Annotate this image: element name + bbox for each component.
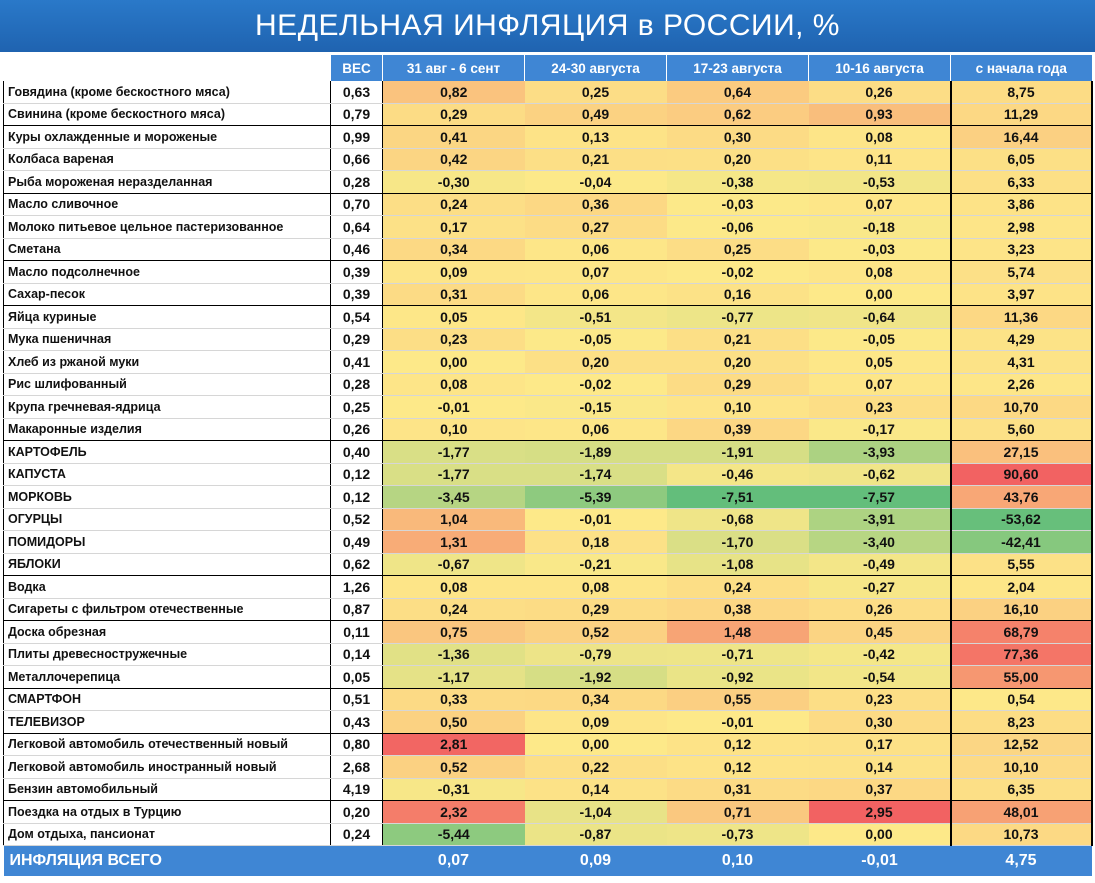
table-row [4,711,1092,734]
weekly-value: 0,08 [809,126,951,149]
ytd-value: 27,15 [951,441,1092,464]
item-name: ПОМИДОРЫ [4,531,331,554]
item-weight: 0,87 [331,598,383,621]
weekly-value: 0,41 [383,126,525,149]
header-week-1: 31 авг - 6 сент [383,55,525,81]
table-row [4,328,1092,351]
weekly-value: 0,12 [667,756,809,779]
weekly-value: -0,54 [809,666,951,689]
weekly-value: 0,75 [383,621,525,644]
weekly-value: 0,29 [667,373,809,396]
weekly-value: 0,14 [525,778,667,801]
ytd-value: 0,54 [951,688,1092,711]
weekly-value: 0,10 [383,418,525,441]
item-name: Бензин автомобильный [4,778,331,801]
item-weight: 0,63 [331,81,383,103]
weekly-value: -0,27 [809,576,951,599]
weekly-value: -0,15 [525,396,667,419]
weekly-value: -3,40 [809,531,951,554]
item-name: Плиты древесностружечные [4,643,331,666]
weekly-value: 0,26 [809,81,951,103]
ytd-value: 4,29 [951,328,1092,351]
ytd-value: 3,23 [951,238,1092,261]
weekly-value: 0,36 [525,193,667,216]
item-weight: 0,12 [331,486,383,509]
weekly-value: 0,52 [383,756,525,779]
weekly-value: 2,81 [383,733,525,756]
item-name: Поездка на отдых в Турцию [4,801,331,824]
weekly-value: -1,91 [667,441,809,464]
item-name: Молоко питьевое цельное пастеризованное [4,216,331,239]
weekly-value: -5,44 [383,823,525,846]
table-row [4,733,1092,756]
ytd-value: 10,10 [951,756,1092,779]
item-weight: 0,62 [331,553,383,576]
item-weight: 0,25 [331,396,383,419]
ytd-value: 6,33 [951,171,1092,194]
weekly-value: -0,73 [667,823,809,846]
item-weight: 4,19 [331,778,383,801]
total-row [4,846,1092,877]
header-week-3: 17-23 августа [667,55,809,81]
table-row [4,418,1092,441]
weekly-value: 0,50 [383,711,525,734]
item-weight: 0,49 [331,531,383,554]
weekly-value: -0,04 [525,171,667,194]
weekly-value: 0,23 [809,688,951,711]
ytd-value: 55,00 [951,666,1092,689]
weekly-value: -3,91 [809,508,951,531]
item-name: ТЕЛЕВИЗОР [4,711,331,734]
weekly-value: 0,29 [383,103,525,126]
weekly-value: 0,11 [809,148,951,171]
weekly-value: -0,30 [383,171,525,194]
weekly-value: 0,64 [667,81,809,103]
item-weight: 0,20 [331,801,383,824]
page-title: НЕДЕЛЬНАЯ ИНФЛЯЦИЯ в РОССИИ, % [0,0,1095,52]
table-row [4,688,1092,711]
total-value: 0,07 [383,846,525,877]
weekly-value: 1,31 [383,531,525,554]
weekly-value: 0,37 [809,778,951,801]
table-row [4,508,1092,531]
weekly-value: 0,09 [383,261,525,284]
item-name: Сигареты с фильтром отечественные [4,598,331,621]
weekly-value: -1,77 [383,463,525,486]
table-row [4,643,1092,666]
item-name: Рис шлифованный [4,373,331,396]
weekly-value: -1,70 [667,531,809,554]
weekly-value: 0,05 [809,351,951,374]
table-row [4,463,1092,486]
weekly-value: -5,39 [525,486,667,509]
weekly-value: 0,00 [383,351,525,374]
item-weight: 1,26 [331,576,383,599]
total-weight-blank [331,846,383,877]
item-name: Доска обрезная [4,621,331,644]
table-row [4,801,1092,824]
item-weight: 0,43 [331,711,383,734]
weekly-value: 0,21 [525,148,667,171]
ytd-value: 2,04 [951,576,1092,599]
weekly-value: -0,01 [667,711,809,734]
item-name: Яйца куриные [4,306,331,329]
weekly-value: 0,09 [525,711,667,734]
total-label: ИНФЛЯЦИЯ ВСЕГО [4,846,331,877]
item-weight: 0,28 [331,171,383,194]
weekly-value: 0,14 [809,756,951,779]
weekly-value: 0,62 [667,103,809,126]
weekly-value: -0,38 [667,171,809,194]
weekly-value: -0,67 [383,553,525,576]
item-name: Крупа гречневая-ядрица [4,396,331,419]
weekly-value: 0,18 [525,531,667,554]
ytd-value: 10,73 [951,823,1092,846]
table-row [4,531,1092,554]
weekly-value: -1,89 [525,441,667,464]
weekly-value: 0,42 [383,148,525,171]
table-row [4,553,1092,576]
weekly-value: 0,27 [525,216,667,239]
weekly-value: 0,20 [667,148,809,171]
weekly-value: -0,51 [525,306,667,329]
weekly-value: 0,12 [667,733,809,756]
item-name: Водка [4,576,331,599]
total-value: -0,01 [809,846,951,877]
weekly-value: 0,24 [383,598,525,621]
weekly-value: 0,29 [525,598,667,621]
item-weight: 0,24 [331,823,383,846]
weekly-value: -0,79 [525,643,667,666]
weekly-value: -0,46 [667,463,809,486]
ytd-value: 4,31 [951,351,1092,374]
weekly-value: -0,87 [525,823,667,846]
ytd-value: -42,41 [951,531,1092,554]
ytd-value: 5,55 [951,553,1092,576]
table-row [4,666,1092,689]
item-weight: 0,12 [331,463,383,486]
item-name: Мука пшеничная [4,328,331,351]
item-name: Макаронные изделия [4,418,331,441]
table-row [4,283,1092,306]
weekly-value: 0,17 [809,733,951,756]
ytd-value: 2,26 [951,373,1092,396]
inflation-table [3,55,1093,876]
table-row [4,148,1092,171]
ytd-value: 3,86 [951,193,1092,216]
weekly-value: 0,13 [525,126,667,149]
weekly-value: -0,03 [667,193,809,216]
weekly-value: -3,45 [383,486,525,509]
weekly-value: 0,30 [667,126,809,149]
weekly-value: 0,34 [525,688,667,711]
weekly-value: 0,24 [667,576,809,599]
weekly-value: 0,38 [667,598,809,621]
weekly-value: -1,36 [383,643,525,666]
item-weight: 0,29 [331,328,383,351]
item-weight: 0,46 [331,238,383,261]
weekly-value: -0,17 [809,418,951,441]
weekly-value: 0,82 [383,81,525,103]
table-row [4,216,1092,239]
ytd-value: 5,74 [951,261,1092,284]
weekly-value: 0,08 [383,373,525,396]
weekly-value: 0,24 [383,193,525,216]
weekly-value: -1,08 [667,553,809,576]
table-row [4,238,1092,261]
ytd-value: 8,75 [951,81,1092,103]
weekly-value: 0,25 [525,81,667,103]
table-row [4,193,1092,216]
weekly-value: -1,17 [383,666,525,689]
ytd-value: 68,79 [951,621,1092,644]
item-name: Металлочерепица [4,666,331,689]
item-weight: 0,39 [331,261,383,284]
weekly-value: 0,55 [667,688,809,711]
weekly-value: 0,07 [809,193,951,216]
item-weight: 0,80 [331,733,383,756]
table-row [4,306,1092,329]
item-name: СМАРТФОН [4,688,331,711]
item-name: Дом отдыха, пансионат [4,823,331,846]
ytd-value: -53,62 [951,508,1092,531]
item-name: Масло подсолнечное [4,261,331,284]
item-name: ЯБЛОКИ [4,553,331,576]
table-row [4,486,1092,509]
weekly-value: 2,95 [809,801,951,824]
item-weight: 0,70 [331,193,383,216]
weekly-value: 0,34 [383,238,525,261]
weekly-value: 0,07 [525,261,667,284]
item-weight: 0,41 [331,351,383,374]
item-weight: 0,11 [331,621,383,644]
item-name: Сметана [4,238,331,261]
ytd-value: 8,23 [951,711,1092,734]
weekly-value: -0,77 [667,306,809,329]
item-name: Куры охлажденные и мороженые [4,126,331,149]
item-name: КАРТОФЕЛЬ [4,441,331,464]
ytd-value: 5,60 [951,418,1092,441]
weekly-value: -0,02 [525,373,667,396]
ytd-value: 12,52 [951,733,1092,756]
weekly-value: 0,23 [383,328,525,351]
weekly-value: -0,02 [667,261,809,284]
weekly-value: -1,92 [525,666,667,689]
weekly-value: 0,23 [809,396,951,419]
weekly-value: -0,64 [809,306,951,329]
weekly-value: 0,22 [525,756,667,779]
item-name: Легковой автомобиль иностранный новый [4,756,331,779]
weekly-value: -1,74 [525,463,667,486]
weekly-value: -0,42 [809,643,951,666]
weekly-value: 0,06 [525,418,667,441]
item-weight: 0,40 [331,441,383,464]
ytd-value: 10,70 [951,396,1092,419]
item-name: Рыба мороженая неразделанная [4,171,331,194]
ytd-value: 6,35 [951,778,1092,801]
weekly-value: 0,00 [525,733,667,756]
weekly-value: 2,32 [383,801,525,824]
item-weight: 0,54 [331,306,383,329]
weekly-value: 0,10 [667,396,809,419]
weekly-value: 0,21 [667,328,809,351]
weekly-value: 0,00 [809,823,951,846]
item-name: Хлеб из ржаной муки [4,351,331,374]
table-row [4,621,1092,644]
table-row [4,261,1092,284]
table-row [4,171,1092,194]
table-row [4,823,1092,846]
weekly-value: -0,62 [809,463,951,486]
item-name: КАПУСТА [4,463,331,486]
item-name: Сахар-песок [4,283,331,306]
total-value: 0,10 [667,846,809,877]
item-weight: 0,64 [331,216,383,239]
weekly-value: 0,07 [809,373,951,396]
ytd-value: 11,36 [951,306,1092,329]
ytd-value: 3,97 [951,283,1092,306]
weekly-value: 0,20 [525,351,667,374]
weekly-value: -0,06 [667,216,809,239]
total-value: 0,09 [525,846,667,877]
table-body [4,81,1092,876]
item-name: Говядина (кроме бескостного мяса) [4,81,331,103]
header-weight: ВЕС [331,55,383,81]
table-row [4,598,1092,621]
weekly-value: 0,33 [383,688,525,711]
table-row [4,103,1092,126]
ytd-value: 90,60 [951,463,1092,486]
weekly-value: -0,01 [525,508,667,531]
table-row [4,756,1092,779]
weekly-value: -1,04 [525,801,667,824]
weekly-value: 0,39 [667,418,809,441]
weekly-value: 0,06 [525,238,667,261]
ytd-value: 48,01 [951,801,1092,824]
item-name: МОРКОВЬ [4,486,331,509]
weekly-value: 0,49 [525,103,667,126]
weekly-value: -0,53 [809,171,951,194]
weekly-value: -0,21 [525,553,667,576]
item-name: Масло сливочное [4,193,331,216]
table-row [4,576,1092,599]
item-name: Свинина (кроме бескостного мяса) [4,103,331,126]
table-row [4,396,1092,419]
weekly-value: 0,05 [383,306,525,329]
table-row [4,351,1092,374]
item-weight: 0,52 [331,508,383,531]
header-week-2: 24-30 августа [525,55,667,81]
weekly-value: -0,03 [809,238,951,261]
weekly-value: -0,49 [809,553,951,576]
weekly-value: 0,08 [809,261,951,284]
weekly-value: -0,31 [383,778,525,801]
item-weight: 0,51 [331,688,383,711]
weekly-value: -0,92 [667,666,809,689]
weekly-value: 0,00 [809,283,951,306]
ytd-value: 77,36 [951,643,1092,666]
item-weight: 0,28 [331,373,383,396]
weekly-value: 0,20 [667,351,809,374]
weekly-value: 0,30 [809,711,951,734]
item-weight: 0,99 [331,126,383,149]
header-week-4: 10-16 августа [809,55,951,81]
weekly-value: 0,71 [667,801,809,824]
ytd-value: 2,98 [951,216,1092,239]
ytd-value: 43,76 [951,486,1092,509]
weekly-value: 0,16 [667,283,809,306]
weekly-value: 1,04 [383,508,525,531]
header-ytd: с начала года [951,55,1092,81]
weekly-value: -0,05 [809,328,951,351]
item-name: ОГУРЦЫ [4,508,331,531]
weekly-value: -7,57 [809,486,951,509]
weekly-value: 0,06 [525,283,667,306]
item-name: Легковой автомобиль отечественный новый [4,733,331,756]
weekly-value: 0,52 [525,621,667,644]
item-weight: 0,39 [331,283,383,306]
weekly-value: -0,18 [809,216,951,239]
header-row [4,55,1092,81]
weekly-value: -0,05 [525,328,667,351]
weekly-value: 0,08 [383,576,525,599]
ytd-value: 11,29 [951,103,1092,126]
item-weight: 0,79 [331,103,383,126]
item-weight: 0,14 [331,643,383,666]
weekly-value: -1,77 [383,441,525,464]
weekly-value: 0,93 [809,103,951,126]
table-row [4,441,1092,464]
table-row [4,81,1092,103]
weekly-value: 0,26 [809,598,951,621]
total-value: 4,75 [951,846,1092,877]
weekly-value: 0,17 [383,216,525,239]
ytd-value: 16,44 [951,126,1092,149]
item-weight: 0,66 [331,148,383,171]
item-weight: 0,05 [331,666,383,689]
weekly-value: -7,51 [667,486,809,509]
weekly-value: 0,08 [525,576,667,599]
weekly-value: -0,68 [667,508,809,531]
ytd-value: 6,05 [951,148,1092,171]
weekly-value: 0,45 [809,621,951,644]
weekly-value: -0,01 [383,396,525,419]
ytd-value: 16,10 [951,598,1092,621]
table-row [4,778,1092,801]
item-weight: 0,26 [331,418,383,441]
weekly-value: 0,25 [667,238,809,261]
weekly-value: -0,71 [667,643,809,666]
header-blank [4,55,331,81]
table-row [4,373,1092,396]
weekly-value: -3,93 [809,441,951,464]
weekly-value: 1,48 [667,621,809,644]
item-name: Колбаса вареная [4,148,331,171]
table-row [4,126,1092,149]
item-weight: 2,68 [331,756,383,779]
weekly-value: 0,31 [383,283,525,306]
weekly-value: 0,31 [667,778,809,801]
